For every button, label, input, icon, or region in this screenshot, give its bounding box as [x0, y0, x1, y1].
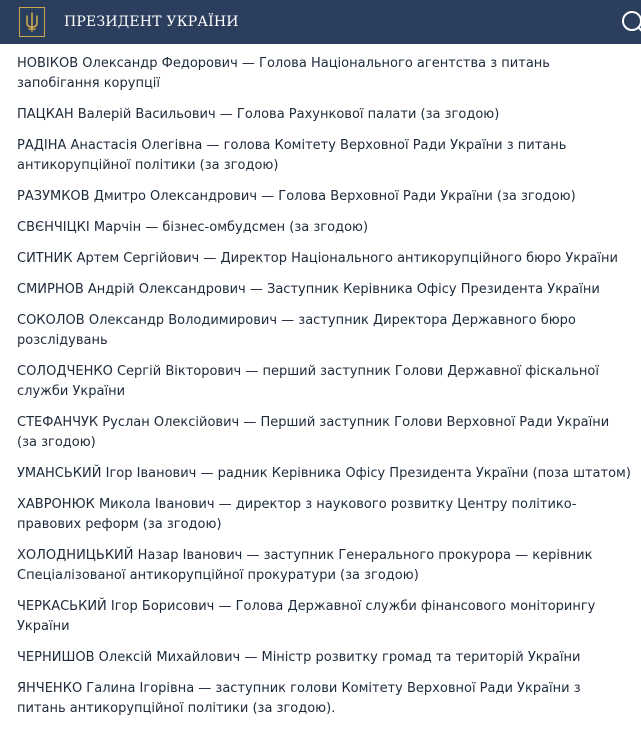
list-item: СОКОЛОВ Олександр Володимирович — заступник Директора Державного бюро розслідувань [17, 313, 576, 348]
search-button[interactable] [620, 8, 641, 36]
list-item: ЯНЧЕНКО Галина Ігорівна — заступник голови Комітету Верховної Ради України з питань антикорупційної політики (за згодою). [17, 681, 581, 716]
trident-glyph [24, 12, 40, 32]
list-item: ЧЕРНИШОВ Олексій Михайлович — Міністр розвитку громад та територій України [17, 650, 581, 665]
list-item: НОВІКОВ Олександр Федорович — Голова Національного агентства з питань запобігання корупції [17, 56, 550, 91]
list-item: ПАЦКАН Валерій Васильович — Голова Рахункової палати (за згодою) [17, 107, 500, 122]
site-header [0, 0, 641, 44]
list-item: РАДІНА Анастасія Олегівна — голова Комітету Верховної Ради України з питань антикорупційної політики (за згодою) [17, 138, 567, 173]
trident-icon[interactable] [19, 7, 45, 37]
list-item: ХОЛОДНИЦЬКИЙ Назар Іванович — заступник Генерального прокурора — керівник Спеціалізованої антикорупційної прокуратури (за згодою) [17, 548, 593, 583]
search-icon [620, 9, 641, 35]
list-item: ХАВРОНЮК Микола Іванович — директор з наукового розвитку Центру політико-правових реформ (за згодою) [17, 497, 577, 532]
list-item: СОЛОДЧЕНКО Сергій Вікторович — перший заступник Голови Державної фіскальної служби України [17, 364, 599, 399]
list-item: СМИРНОВ Андрій Олександрович — Заступник Керівника Офісу Президента України [17, 282, 600, 297]
list-item: ЧЕРКАСЬКИЙ Ігор Борисович — Голова Державної служби фінансового моніторингу України [17, 599, 596, 634]
list-item: СИТНИК Артем Сергійович — Директор Національного антикорупційного бюро України [17, 251, 618, 266]
site-title[interactable]: ПРЕЗИДЕНТ УКРАЇНИ [64, 14, 239, 30]
list-item: СТЕФАНЧУК Руслан Олексійович — Перший заступник Голови Верховної Ради України (за згодою) [17, 415, 610, 450]
members-list [0, 44, 632, 719]
list-item: СВЄНЧІЦКІ Марчін — бізнес-омбудсмен (за згодою) [17, 220, 369, 235]
list-item: УМАНСЬКИЙ Ігор Іванович — радник Керівника Офісу Президента України (поза штатом) [17, 466, 631, 481]
list-item: РАЗУМКОВ Дмитро Олександрович — Голова Верховної Ради України (за згодою) [17, 189, 576, 204]
